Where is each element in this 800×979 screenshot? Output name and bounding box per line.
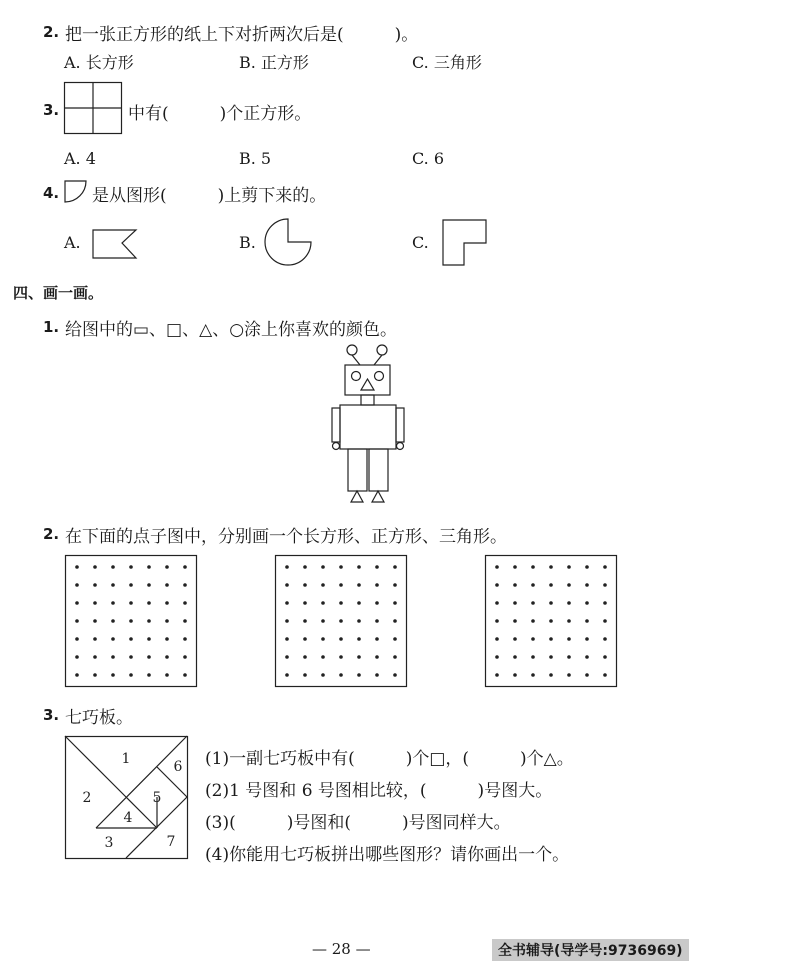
grid-dot: [111, 583, 115, 587]
tangram-label-4: 4: [123, 810, 133, 826]
grid-dot: [513, 583, 517, 587]
draw3-number: 3.: [43, 706, 60, 724]
grid-dot: [93, 583, 97, 587]
grid-dot: [111, 655, 115, 659]
grid-dot: [285, 619, 289, 623]
q2-option-b: B. 正方形: [239, 53, 309, 72]
tangram-question-4: (4)你能用七巧板拼出哪些图形？请你画出一个。: [205, 845, 570, 865]
grid-dot: [603, 655, 607, 659]
grid-dot: [165, 565, 169, 569]
dot-grid-3[interactable]: [485, 555, 617, 687]
grid-dot: [285, 583, 289, 587]
grid-dot: [513, 601, 517, 605]
grid-dot: [303, 583, 307, 587]
grid-dot: [531, 565, 535, 569]
grid-dot: [585, 583, 589, 587]
grid-dot: [585, 601, 589, 605]
grid-dot: [147, 637, 151, 641]
grid-dot: [567, 655, 571, 659]
grid-dot: [531, 601, 535, 605]
grid-dot: [495, 637, 499, 641]
grid-dot: [603, 637, 607, 641]
grid-dot: [393, 655, 397, 659]
q3-number: 3.: [43, 101, 60, 119]
grid-dot: [147, 601, 151, 605]
grid-dot: [129, 583, 133, 587]
quartered-square-figure: [64, 82, 122, 134]
grid-dot: [93, 601, 97, 605]
tangram-question-2: (2)1 号图和 6 号图相比较，( )号图大。: [205, 781, 553, 801]
draw1-text: 给图中的▭、□、△、○涂上你喜欢的颜色。: [65, 320, 398, 340]
grid-dot: [375, 565, 379, 569]
grid-dot: [603, 565, 607, 569]
grid-dot: [303, 673, 307, 677]
grid-dot: [183, 601, 187, 605]
grid-dot: [321, 583, 325, 587]
grid-dot: [165, 601, 169, 605]
q4-option-b-figure: [264, 218, 314, 268]
grid-dot: [303, 655, 307, 659]
section-title: 四、画一画。: [13, 284, 104, 302]
grid-dot: [111, 565, 115, 569]
grid-dot: [183, 673, 187, 677]
grid-dot: [129, 565, 133, 569]
grid-dot: [93, 673, 97, 677]
grid-dot: [129, 673, 133, 677]
tangram-label-6: 6: [173, 759, 183, 775]
grid-dot: [303, 619, 307, 623]
q2-option-c: C. 三角形: [412, 53, 482, 72]
grid-dot: [495, 655, 499, 659]
grid-dot: [513, 655, 517, 659]
grid-dot: [93, 637, 97, 641]
grid-dot: [75, 619, 79, 623]
grid-dot: [129, 637, 133, 641]
grid-dot: [585, 637, 589, 641]
q2-text: 把一张正方形的纸上下对折两次后是( )。: [65, 25, 419, 45]
grid-dot: [393, 601, 397, 605]
q4-option-c-figure: [442, 219, 488, 267]
grid-dot: [111, 601, 115, 605]
grid-dot: [357, 619, 361, 623]
grid-dot: [285, 637, 289, 641]
grid-dot: [549, 601, 553, 605]
grid-dot: [375, 619, 379, 623]
grid-dot: [549, 637, 553, 641]
grid-dot: [393, 565, 397, 569]
grid-dot: [375, 601, 379, 605]
robot-figure: [330, 340, 412, 506]
grid-dot: [147, 583, 151, 587]
grid-dot: [357, 673, 361, 677]
grid-dot: [129, 601, 133, 605]
footer-badge: 全书辅导(导学号:9736969): [492, 939, 689, 961]
grid-dot: [603, 583, 607, 587]
grid-dot: [603, 601, 607, 605]
grid-dot: [321, 619, 325, 623]
grid-dot: [375, 673, 379, 677]
grid-dot: [75, 637, 79, 641]
grid-dot: [549, 619, 553, 623]
tangram-question-1: (1)一副七巧板中有( )个□，( )个△。: [205, 749, 574, 769]
grid-dot: [549, 583, 553, 587]
grid-dot: [75, 655, 79, 659]
draw2-number: 2.: [43, 525, 60, 543]
tangram-label-1: 1: [121, 751, 131, 767]
tangram-label-2: 2: [82, 790, 92, 806]
grid-dot: [357, 637, 361, 641]
grid-dot: [531, 637, 535, 641]
grid-dot: [549, 673, 553, 677]
grid-dot: [585, 673, 589, 677]
grid-dot: [393, 619, 397, 623]
grid-dot: [165, 673, 169, 677]
q3-option-a: A. 4: [64, 149, 96, 168]
grid-dot: [495, 565, 499, 569]
grid-dot: [375, 583, 379, 587]
grid-dot: [111, 673, 115, 677]
tangram-figure: [65, 736, 189, 860]
grid-dot: [303, 601, 307, 605]
grid-dot: [375, 655, 379, 659]
grid-dot: [147, 565, 151, 569]
grid-dot: [93, 655, 97, 659]
grid-dot: [303, 565, 307, 569]
grid-dot: [285, 673, 289, 677]
grid-dot: [339, 583, 343, 587]
grid-dot: [183, 655, 187, 659]
grid-dot: [339, 619, 343, 623]
q3-option-b: B. 5: [239, 149, 272, 168]
grid-dot: [75, 583, 79, 587]
grid-dot: [357, 655, 361, 659]
q4-option-a-label: A.: [64, 233, 81, 252]
dot-grid-1[interactable]: [65, 555, 197, 687]
grid-dot: [147, 655, 151, 659]
tangram-label-5: 5: [152, 790, 162, 806]
grid-dot: [375, 637, 379, 641]
grid-dot: [357, 583, 361, 587]
grid-dot: [147, 619, 151, 623]
tangram-question-3: (3)( )号图和( )号图同样大。: [205, 813, 511, 833]
grid-dot: [495, 583, 499, 587]
grid-dot: [495, 601, 499, 605]
grid-dot: [339, 601, 343, 605]
grid-dot: [129, 619, 133, 623]
grid-dot: [75, 673, 79, 677]
grid-dot: [165, 583, 169, 587]
grid-dot: [147, 673, 151, 677]
tangram-label-3: 3: [104, 835, 114, 851]
grid-dot: [495, 673, 499, 677]
grid-dot: [585, 655, 589, 659]
q4-text: 是从图形( )上剪下来的。: [92, 186, 327, 206]
grid-dot: [357, 601, 361, 605]
grid-dot: [183, 565, 187, 569]
grid-dot: [183, 583, 187, 587]
grid-dot: [603, 619, 607, 623]
grid-dot: [285, 601, 289, 605]
grid-dot: [567, 673, 571, 677]
grid-dot: [183, 637, 187, 641]
grid-dot: [567, 565, 571, 569]
grid-dot: [339, 673, 343, 677]
grid-dot: [549, 565, 553, 569]
grid-dot: [339, 565, 343, 569]
grid-dot: [513, 619, 517, 623]
q4-option-c-label: C.: [412, 233, 429, 252]
grid-dot: [567, 583, 571, 587]
grid-dot: [495, 619, 499, 623]
tangram-label-7: 7: [166, 834, 176, 850]
grid-dot: [321, 601, 325, 605]
grid-dot: [513, 565, 517, 569]
grid-dot: [585, 565, 589, 569]
grid-dot: [513, 637, 517, 641]
grid-dot: [111, 619, 115, 623]
grid-dot: [303, 637, 307, 641]
grid-dot: [93, 619, 97, 623]
q2-number: 2.: [43, 23, 60, 41]
draw1-number: 1.: [43, 318, 60, 336]
grid-dot: [165, 619, 169, 623]
grid-dot: [183, 619, 187, 623]
grid-dot: [531, 619, 535, 623]
grid-dot: [531, 583, 535, 587]
grid-dot: [285, 655, 289, 659]
grid-dot: [165, 655, 169, 659]
cut-piece-figure: [64, 180, 88, 204]
grid-dot: [321, 673, 325, 677]
grid-dot: [357, 565, 361, 569]
dot-grid-2[interactable]: [275, 555, 407, 687]
q4-option-a-figure: [92, 221, 140, 261]
grid-dot: [285, 565, 289, 569]
draw2-text: 在下面的点子图中，分别画一个长方形、正方形、三角形。: [65, 527, 507, 547]
q3-option-c: C. 6: [412, 149, 445, 168]
grid-dot: [339, 637, 343, 641]
grid-dot: [567, 601, 571, 605]
grid-dot: [393, 583, 397, 587]
grid-dot: [129, 655, 133, 659]
grid-dot: [339, 655, 343, 659]
q4-number: 4.: [43, 184, 60, 202]
draw3-text: 七巧板。: [65, 708, 133, 728]
grid-dot: [321, 655, 325, 659]
grid-dot: [603, 673, 607, 677]
q2-option-a: A. 长方形: [64, 53, 134, 72]
grid-dot: [531, 655, 535, 659]
page-number: — 28 —: [312, 940, 371, 958]
grid-dot: [75, 601, 79, 605]
grid-dot: [321, 637, 325, 641]
grid-dot: [549, 655, 553, 659]
grid-dot: [321, 565, 325, 569]
grid-dot: [531, 673, 535, 677]
grid-dot: [393, 673, 397, 677]
grid-dot: [393, 637, 397, 641]
grid-dot: [567, 637, 571, 641]
q4-option-b-label: B.: [239, 233, 256, 252]
q3-text: 中有( )个正方形。: [128, 104, 312, 124]
grid-dot: [585, 619, 589, 623]
grid-dot: [111, 637, 115, 641]
grid-dot: [165, 637, 169, 641]
grid-dot: [567, 619, 571, 623]
grid-dot: [513, 673, 517, 677]
grid-dot: [75, 565, 79, 569]
grid-dot: [93, 565, 97, 569]
